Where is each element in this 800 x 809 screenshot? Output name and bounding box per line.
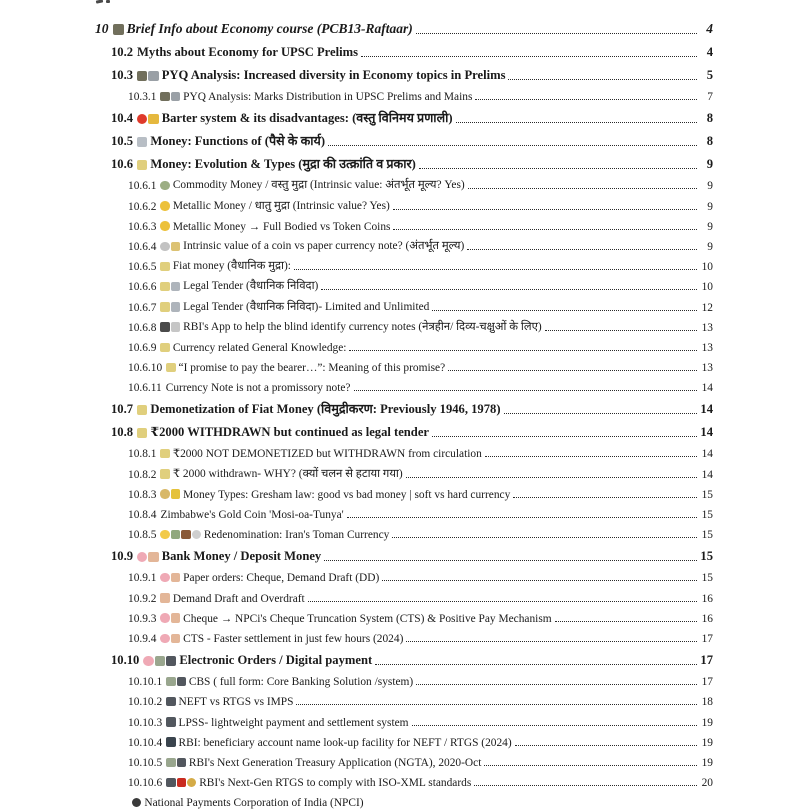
toc-entry-number: 10.10.1: [128, 676, 163, 689]
toc-entry-number: 10.9.3: [128, 612, 157, 625]
dotted-leader: [448, 370, 697, 371]
police-officer-icon: [166, 737, 175, 746]
toc-entry-number: 10.3: [111, 68, 134, 82]
toc-entry[interactable]: [95, 605, 713, 625]
toc-entry-page-number: 14: [701, 468, 713, 481]
toc-entry-page-number: 9: [707, 180, 713, 193]
shell-icon: [160, 181, 169, 190]
dotted-leader: [468, 188, 697, 189]
toc-entry-icons: [160, 181, 169, 192]
toc-entry[interactable]: [95, 126, 713, 149]
toc-entry-page-number: 13: [701, 321, 713, 334]
dotted-leader: [321, 289, 697, 290]
toc-entry-title: RBI: beneficiary account name look-up facility for NEFT / RTGS (2024): [178, 736, 512, 749]
pig-face-icon: [160, 573, 169, 582]
dotted-leader: [393, 229, 697, 230]
gold-medal-icon: [160, 221, 169, 230]
toc-entry-icons: [160, 489, 180, 500]
toc-entry-icons: [160, 282, 180, 293]
toc-entry[interactable]: [95, 521, 713, 541]
toc-entry-page-number: 17: [701, 632, 713, 645]
toc-entry-page-number: 4: [706, 21, 713, 36]
toc-entry-title: Currency related General Knowledge:: [172, 341, 347, 354]
toc-entry[interactable]: [95, 273, 713, 293]
toc-entry-title: RBI's Next-Gen RTGS to comply with ISO-XML standards: [199, 777, 472, 790]
toc-entry-icons: [160, 634, 180, 645]
toc-entry[interactable]: [95, 253, 713, 273]
toc-entry-number: 10.10.4: [128, 736, 163, 749]
toc-entry[interactable]: [95, 789, 713, 809]
classical-building-icon: [113, 24, 124, 35]
dotted-leader: [515, 745, 697, 746]
toc-entry-page-number: 14: [700, 425, 713, 440]
toc-entry-page-number: 9: [707, 220, 713, 233]
banknote-icon: [160, 449, 169, 458]
toc-entry-title: Demonetization of Fiat Money (विमुद्रीकरण: Previously 1946, 1978): [150, 402, 501, 417]
dotted-leader: [545, 330, 697, 331]
dotted-leader: [412, 725, 697, 726]
toc-entry-page-number: 9: [706, 157, 713, 172]
toc-entry[interactable]: [95, 688, 713, 708]
toc-entry[interactable]: [95, 149, 713, 172]
tomato-icon: [137, 114, 147, 124]
dotted-leader: [484, 765, 697, 766]
toc-entry[interactable]: [95, 172, 713, 192]
writing-hand-icon: [160, 593, 169, 602]
scales-icon: [171, 302, 180, 311]
toc-entry-title: NEFT vs RTGS vs IMPS: [178, 696, 294, 709]
toc-entry-title: Bank Money / Deposit Money: [161, 549, 322, 564]
scales-icon: [171, 282, 180, 291]
toc-entry-title: ₹2000 WITHDRAWN but continued as legal tender: [150, 425, 429, 440]
toc-entry-icons: [160, 322, 180, 333]
banknote-icon: [160, 343, 169, 352]
briefcase-icon: [181, 530, 190, 539]
toc-entry-title: Barter system & its disadvantages: (वस्तु विनिमय प्रणाली): [161, 111, 453, 126]
banknote-icon: [160, 282, 169, 291]
banknote-icon: [160, 302, 169, 311]
toc-entry-icons: [166, 677, 186, 688]
dotted-leader: [456, 122, 697, 123]
laptop-icon: [166, 697, 175, 706]
dotted-leader: [354, 390, 698, 391]
toc-entry-title: ₹ 2000 withdrawn- WHY? (क्यों चलन से हटाया गया): [172, 467, 403, 480]
toc-entry-title: RBI's App to help the blind identify currency notes (नेत्रहीन/ दिव्य-चक्षुओं के लिए): [183, 320, 542, 333]
toc-entry-page-number: 19: [701, 756, 713, 769]
toc-entry-number: 10.6.2: [128, 200, 157, 213]
toc-entry-icons: [160, 530, 200, 541]
toc-entry-icons: [137, 405, 147, 417]
toc-entry-title: Demand Draft and Overdraft: [172, 592, 305, 605]
toc-entry-page-number: 18: [701, 696, 713, 709]
toc-entry-number: 10.6: [111, 157, 134, 172]
toc-entry-page-number: 17: [700, 652, 713, 667]
toc-entry-number: 10.10.3: [128, 716, 163, 729]
clipped-text-fragment: [96, 0, 103, 4]
chart-icon: [148, 71, 158, 81]
toc-entry-title: Currency Note is not a promissory note?: [165, 382, 351, 395]
toc-entry-title: RBI's Next Generation Treasury Application (NGTA), 2020-Oct: [188, 756, 482, 769]
dotted-leader: [504, 413, 697, 414]
toc-entry-icons: [137, 137, 147, 149]
toc-entry[interactable]: [95, 314, 713, 334]
dotted-leader: [347, 517, 697, 518]
toc-entry-icons: [160, 92, 180, 103]
toc-entry-title: Legal Tender (वैधानिक निविदा): [183, 280, 319, 293]
coin-icon: [192, 530, 201, 539]
toc-entry-icons: [160, 613, 180, 624]
dotted-leader: [508, 79, 697, 80]
laptop-icon: [166, 656, 176, 666]
toc-entry[interactable]: [95, 417, 713, 440]
toc-entry-number: 10.8.1: [128, 448, 157, 461]
laptop-icon: [177, 677, 186, 686]
toc-entry-page-number: 19: [701, 716, 713, 729]
laptop-icon: [166, 778, 175, 787]
guard-with-cap-icon: [187, 778, 196, 787]
toc-entry[interactable]: [95, 564, 713, 584]
toc-entry-page-number: 20: [701, 777, 713, 790]
toc-entry-page-number: 15: [700, 549, 713, 564]
dotted-leader: [432, 310, 697, 311]
toc-entry-page-number: 9: [707, 240, 713, 253]
toc-entry-number: 10.5: [111, 134, 134, 149]
toc-entry-number: 10.6.7: [128, 301, 157, 314]
toc-entry-number: 10.9.4: [128, 632, 157, 645]
toc-entry-title: LPSS- lightweight payment and settlement system: [178, 716, 409, 729]
pig-face-icon: [143, 656, 153, 666]
toc-entry[interactable]: [95, 37, 713, 60]
toc-entry-number: 10.2: [111, 45, 134, 59]
dotted-leader: [474, 785, 697, 786]
toc-entry-icons: [143, 656, 176, 668]
toc-entry-title: Myths about Economy for UPSC Prelims: [137, 45, 359, 59]
toc-entry-number: 10.6.6: [128, 281, 157, 294]
toc-entry-number: 10.8: [111, 425, 134, 440]
banknote-icon: [171, 242, 180, 251]
toc-entry-page-number: 15: [701, 488, 713, 501]
toc-entry[interactable]: [95, 708, 713, 728]
toc-entry-number: 10.9.2: [128, 592, 157, 605]
toc-entry-title: Paper orders: Cheque, Demand Draft (DD): [183, 572, 380, 585]
dotted-leader: [294, 269, 697, 270]
toc-entry-number: 10.7: [111, 402, 134, 417]
money-bag-icon: [160, 489, 169, 498]
toc-entry-icons: [160, 449, 169, 460]
toc-entry[interactable]: [95, 354, 713, 374]
toc-entry-icons: [166, 737, 175, 748]
pig-face-icon: [160, 613, 169, 622]
dotted-leader: [475, 99, 697, 100]
toc-entry-number: 10.6.10: [128, 362, 163, 375]
toc-entry-icons: [160, 469, 169, 480]
toc-entry-page-number: 13: [701, 362, 713, 375]
toc-entry-number: 10.8.4: [128, 509, 157, 521]
toc-entry-number: 10.8.3: [128, 488, 157, 501]
gold-medal-icon: [160, 201, 169, 210]
toc-entry-number: 10.10.2: [128, 696, 163, 709]
toc-entry[interactable]: [95, 60, 713, 83]
toc-entry-page-number: 8: [706, 111, 713, 126]
toc-entry-title: Brief Info about Economy course (PCB13-Raftaar): [126, 21, 413, 36]
toc-entry-page-number: 15: [701, 572, 713, 585]
toc-entry[interactable]: [95, 584, 713, 604]
toc-entry[interactable]: [95, 749, 713, 769]
toc-entry-number: 10.3.1: [128, 91, 157, 104]
toc-entry[interactable]: [95, 440, 713, 460]
toc-entry-icons: [113, 24, 124, 37]
desktop-computer-icon: [166, 758, 175, 767]
dotted-leader: [416, 33, 697, 34]
dotted-leader: [416, 684, 697, 685]
toc-entry-page-number: 4: [706, 45, 713, 59]
toc-entry-icons: [166, 697, 175, 708]
writing-hand-icon: [171, 573, 180, 582]
toc-entry-page-number: 13: [701, 341, 713, 354]
writing-hand-icon: [148, 552, 158, 562]
toc-entry[interactable]: [95, 645, 713, 668]
banknote-icon: [137, 160, 147, 170]
toc-entry-page-number: 10: [701, 281, 713, 294]
toc-entry-page-number: 14: [700, 402, 713, 417]
laptop-icon: [177, 758, 186, 767]
dotted-leader: [375, 664, 697, 665]
corn-icon: [148, 114, 158, 124]
toc-entry-title: Electronic Orders / Digital payment: [179, 652, 373, 667]
toc-entry-page-number: 15: [701, 509, 713, 521]
pig-face-icon: [137, 552, 147, 562]
probing-cane-icon: [171, 322, 180, 331]
laptop-icon: [166, 717, 175, 726]
toc-entry-title: Zimbabwe's Gold Coin 'Mosi-oa-Tunya': [160, 509, 344, 521]
toc-entry-number: 10.10.6: [128, 777, 163, 790]
toc-entry-number: 10.6.8: [128, 321, 157, 334]
toc-entry-icons: [137, 114, 159, 126]
toc-entry[interactable]: [95, 394, 713, 417]
toc-entry-page-number: 5: [706, 68, 713, 82]
toc-entry[interactable]: [95, 213, 713, 233]
dotted-leader: [392, 537, 697, 538]
dotted-leader: [361, 56, 697, 57]
toc-entry-page-number: 16: [701, 592, 713, 605]
toc-entry-title: Cheque → NPCi's Cheque Truncation System (CTS) & Positive Pay Mechanism: [183, 612, 552, 625]
blind-person-icon: [160, 322, 169, 331]
toc-entry-icons: [166, 778, 196, 789]
writing-hand-icon: [171, 634, 180, 643]
dotted-leader: [296, 704, 697, 705]
toc-entry-icons: [137, 552, 159, 564]
toc-entry-icons: [137, 160, 147, 172]
toc-entry[interactable]: [95, 103, 713, 126]
toc-entry-number: 10.9: [111, 549, 134, 564]
dotted-leader: [555, 621, 697, 622]
toc-entry-icons: [160, 573, 180, 584]
toc-entry-title: Fiat money (वैधानिक मुद्रा):: [172, 260, 291, 273]
banknote-icon: [166, 363, 175, 372]
toc-entry[interactable]: [95, 293, 713, 313]
toc-entry-page-number: 17: [701, 676, 713, 689]
toc-entry-page-number: 8: [706, 134, 713, 149]
toc-entry-page-number: 7: [707, 91, 713, 104]
toc-entry-title: “I promise to pay the bearer…”: Meaning of this promise?: [178, 362, 446, 375]
writing-hand-icon: [171, 613, 180, 622]
toc-entry-icons: [160, 302, 180, 313]
classical-building-icon: [160, 92, 169, 101]
toc-entry[interactable]: [95, 334, 713, 354]
toc-entry-title: Redenomination: Iran's Toman Currency: [203, 529, 390, 542]
classical-building-icon: [137, 71, 147, 81]
toc-entry[interactable]: [95, 233, 713, 253]
banknote-icon: [137, 405, 147, 415]
toc-entry-number: 10.6.1: [128, 180, 157, 193]
toc-entry-icons: [160, 201, 169, 212]
toc-entry-icons: [160, 593, 169, 604]
toc-entry[interactable]: [95, 192, 713, 212]
toc-entry-page-number: 10: [701, 261, 713, 274]
toc-entry-title: Intrinsic value of a coin vs paper currency note? (अंतर्भूत मूल्य): [183, 239, 465, 252]
toc-entry[interactable]: [95, 541, 713, 564]
toc-entry-title: CBS ( full form: Core Banking Solution /system): [188, 676, 414, 689]
red-flag-icon: [177, 778, 186, 787]
dotted-leader: [406, 641, 697, 642]
toc-entry-title: PYQ Analysis: Marks Distribution in UPSC Prelims and Mains: [183, 91, 473, 104]
toc-entry-title: Money Types: Gresham law: good vs bad money | soft vs hard currency: [183, 488, 511, 501]
toc-entry-number: 10.8.2: [128, 468, 157, 481]
toc-entry-number: 10.4: [111, 111, 134, 126]
toc-entry-number: 10.6.4: [128, 240, 157, 253]
dotted-leader: [308, 601, 697, 602]
toc-entry-title: PYQ Analysis: Increased diversity in Economy topics in Prelims: [161, 68, 506, 82]
dotted-leader: [485, 456, 697, 457]
toc-entry-title: ₹2000 NOT DEMONETIZED but WITHDRAWN from circulation: [172, 448, 482, 461]
toc-entry-page-number: 16: [701, 612, 713, 625]
toc-entry-number: 10.8.5: [128, 529, 157, 542]
toc-entry-icons: [137, 428, 147, 440]
toc-entry[interactable]: [95, 769, 713, 789]
toc-entry-title: Commodity Money / वस्तु मुद्रा (Intrinsic value: अंतर्भूत मूल्य? Yes): [172, 179, 465, 192]
dotted-leader: [513, 497, 697, 498]
dotted-leader: [393, 209, 697, 210]
toc-entry[interactable]: [95, 481, 713, 501]
pig-face-icon: [160, 634, 169, 643]
toc-entry-icons: [132, 798, 141, 809]
coin-icon: [160, 242, 169, 251]
toc-entry-title: Money: Functions of (पैसे के कार्य): [150, 134, 326, 149]
toc-entry-page-number: 15: [701, 529, 713, 542]
toc-entry-page-number: 19: [701, 736, 713, 749]
toc-entry-title: Metallic Money → Full Bodied vs Token Coins: [172, 220, 391, 233]
dotted-leader: [419, 168, 697, 169]
knife-icon: [137, 137, 147, 147]
toc-entry-icons: [166, 717, 175, 728]
toc-entry-number: 10.9.1: [128, 572, 157, 585]
dotted-leader: [324, 560, 697, 561]
toc-entry-number: 10.6.9: [128, 341, 157, 354]
dotted-leader: [349, 350, 697, 351]
toc-entry-icons: [160, 242, 180, 253]
banknote-icon: [160, 262, 169, 271]
toc-entry[interactable]: [95, 374, 713, 394]
toc-entry[interactable]: [95, 10, 713, 37]
toc-entry-number: 10: [95, 21, 109, 36]
toc-entry-page-number: 12: [701, 301, 713, 314]
table-of-contents: [95, 10, 713, 809]
toc-entry[interactable]: [95, 83, 713, 103]
toc-entry-page-number: 14: [701, 382, 713, 395]
smiley-face-icon: [160, 530, 169, 539]
dotted-leader: [328, 145, 697, 146]
toc-entry-number: 10.10.5: [128, 756, 163, 769]
toc-entry-number: 10.10: [111, 652, 140, 667]
dotted-leader: [382, 580, 697, 581]
toc-entry-title: National Payments Corporation of India (NPCI): [144, 797, 364, 809]
banknote-icon: [160, 469, 169, 478]
toc-entry-page-number: 14: [701, 448, 713, 461]
toc-entry-number: 10.6.5: [128, 261, 157, 274]
dotted-leader: [467, 249, 697, 250]
toc-entry-icons: [166, 758, 186, 769]
toc-entry[interactable]: [95, 729, 713, 749]
toc-entry-icons: [137, 71, 159, 83]
toc-entry-page-number: 9: [707, 200, 713, 213]
toc-entry[interactable]: [95, 625, 713, 645]
toc-entry-title: Metallic Money / धातु मुद्रा (Intrinsic value? Yes): [172, 199, 390, 212]
dotted-leader: [406, 477, 697, 478]
clipped-text-fragment: [106, 0, 110, 3]
toc-entry-title: CTS - Faster settlement in just few hours (2024): [183, 632, 404, 645]
toc-entry-icons: [160, 343, 169, 354]
chart-icon: [171, 92, 180, 101]
toc-entry-icons: [160, 221, 169, 232]
dotted-leader: [432, 436, 697, 437]
currency-exchange-icon: [171, 530, 180, 539]
toc-entry-icons: [160, 262, 169, 273]
toc-entry[interactable]: [95, 668, 713, 688]
desktop-computer-icon: [155, 656, 165, 666]
toc-entry-title: Money: Evolution & Types (मुद्रा की उत्क्रांति व प्रकार): [150, 157, 416, 172]
desktop-computer-icon: [166, 677, 175, 686]
coin-stack-icon: [171, 489, 180, 498]
toc-entry-number: 10.6.3: [128, 220, 157, 233]
toc-entry-number: 10.6.11: [128, 382, 162, 395]
banknote-icon: [137, 428, 147, 438]
toc-entry[interactable]: [95, 501, 713, 521]
toc-entry[interactable]: [95, 460, 713, 480]
toc-entry-title: Legal Tender (वैधानिक निविदा)- Limited and Unlimited: [183, 300, 430, 313]
toc-entry-icons: [166, 363, 175, 374]
dark-person-icon: [132, 798, 141, 807]
